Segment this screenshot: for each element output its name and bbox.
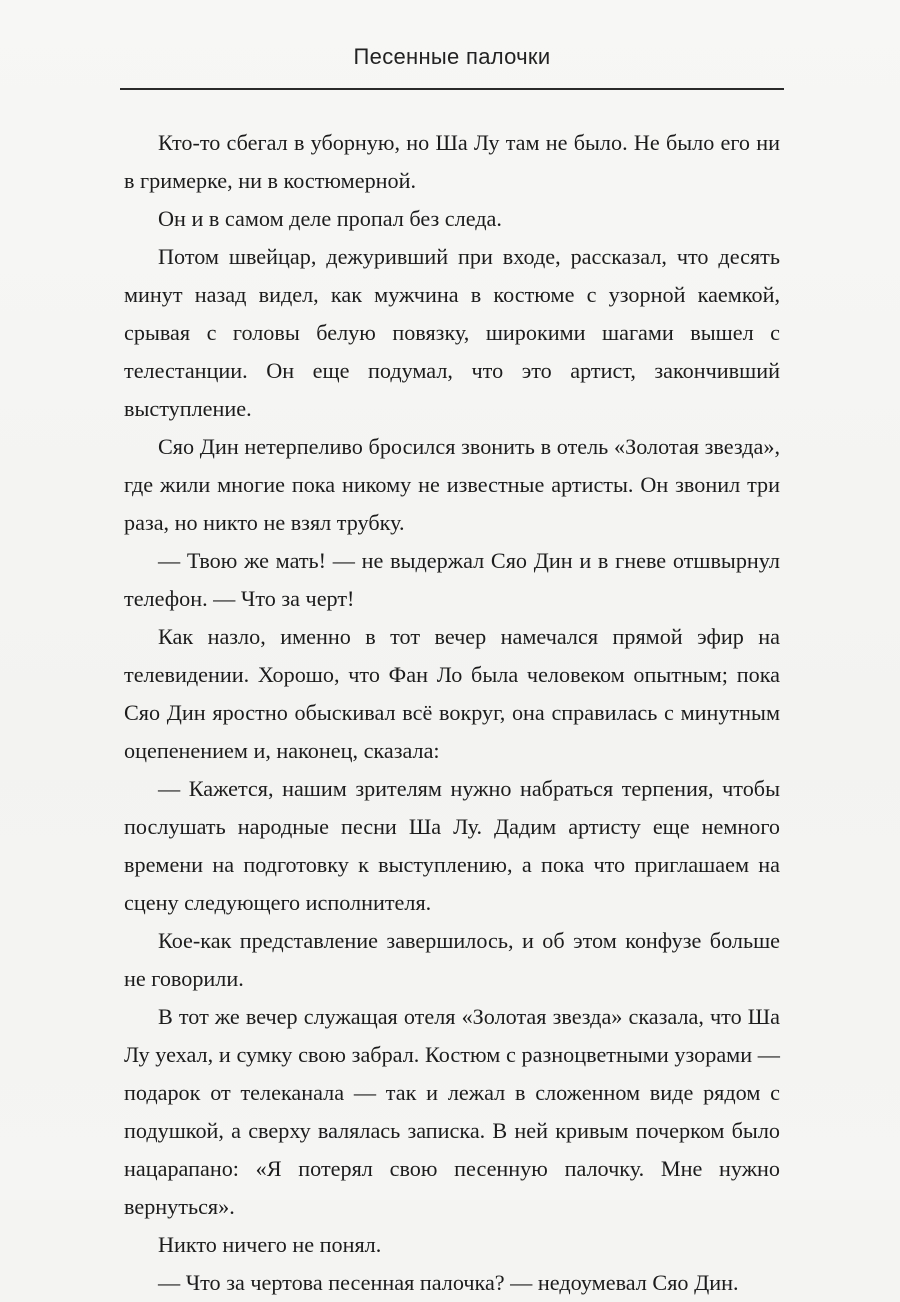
paragraph: Как назло, именно в тот вечер намечался прямой эфир на телевидении. Хорошо, что Фан Ло была человеком опытным; пока Сяо Дин яростно обыскивал всё вокруг, она справилась с минутным оцепенением и, наконец, сказала: [124,624,780,763]
body-text [124,124,780,1302]
paragraph: — Твою же мать! — не выдержал Сяо Дин и в гневе отшвырнул телефон. — Что за черт! [124,548,780,611]
paragraph: Он и в самом деле пропал без следа. [158,206,502,231]
running-title: Песенные палочки [353,44,551,69]
paragraph: В тот же вечер служащая отеля «Золотая звезда» сказала, что Ша Лу уехал, и сумку свою забрал. Костюм с разноцветными узорами — подарок от телеканала — так и лежал в сложенном виде рядом с подушкой, а сверху валялась записка. В ней кривым почерком было нацарапано: «Я потерял свою песенную палочку. Мне нужно вернуться». [124,1004,780,1219]
header-rule [120,88,784,90]
paragraph: Потом швейцар, дежуривший при входе, рассказал, что десять минут назад видел, как мужчина в костюме с узорной каемкой, срывая с головы белую повязку, широкими шагами вышел с телестанции. Он еще подумал, что это артист, закончивший выступление. [124,244,780,421]
paragraph: — Что за чертова песенная палочка? — недоумевал Сяо Дин. [158,1270,739,1295]
paragraph: Никто ничего не понял. [158,1232,382,1257]
paragraph: Сяо Дин нетерпеливо бросился звонить в отель «Золотая звезда», где жили многие пока никому не известные артисты. Он звонил три раза, но никто не взял трубку. [124,434,780,535]
paragraph: Кое-как представление завершилось, и об этом конфузе больше не говорили. [124,928,780,991]
paragraph: Кто-то сбегал в уборную, но Ша Лу там не было. Не было его ни в гримерке, ни в костюмерной. [124,130,780,193]
paragraph: — Кажется, нашим зрителям нужно набраться терпения, чтобы послушать народные песни Ша Лу. Дадим артисту еще немного времени на подготовку к выступлению, а пока что приглашаем на сцену следующего исполнителя. [124,776,780,915]
